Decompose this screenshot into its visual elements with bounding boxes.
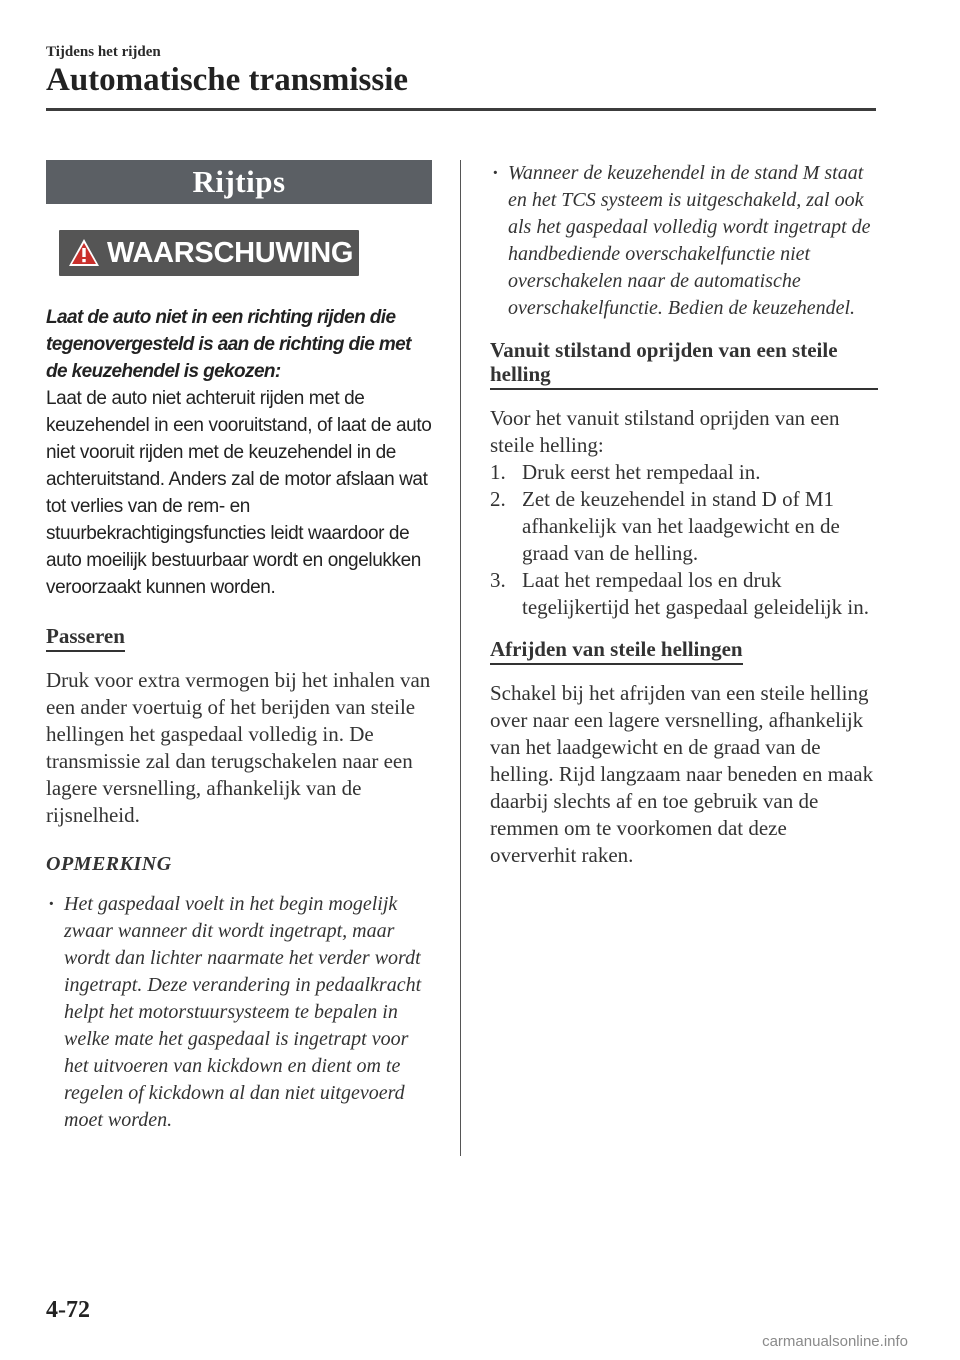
note-bullet-2: · Wanneer de keuzehendel in de stand M staat en het TCS systeem is uitgeschakeld, zal ook als het gaspedaal volledig wordt ingetrapt de handbediende overschakelfunctie niet overschakelen naar de automatische overschakelfunctie. Bedien de keuzehendel.: [490, 160, 878, 322]
warning-triangle-icon: [67, 237, 101, 269]
note-bullet-1: · Het gaspedaal voelt in het begin mogelijk zwaar wanneer dit wordt ingetrapt, maar wordt dan lichter naarmate het verder wordt ingetrapt. Deze verandering in pedaalkracht helpt het motorstuursysteem te bepalen in welke mate het gaspedaal is ingetrapt voor het uitvoeren van kickdown en dient om te regelen of kickdown al dan niet uitgevoerd moet worden.: [46, 891, 432, 1134]
list-item: 3. Laat het rempedaal los en druk tegelijkertijd het gaspedaal geleidelijk in.: [490, 568, 869, 619]
downhill-body: Schakel bij het afrijden van een steile helling over naar een lagere versnelling, afhankelijk van het laadgewicht en de graad van de helling. Rijd langzaam naar beneden en maak daarbij slechts af en toe gebruik van de remmen om te voorkomen dat deze oververhit raken.: [490, 681, 874, 867]
right-column: [490, 160, 878, 869]
page-number: 4-72: [46, 1297, 90, 1323]
warning-label: WAARSCHUWING: [107, 236, 354, 269]
passeren-body: Druk voor extra vermogen bij het inhalen van een ander voertuig of het berijden van steile hellingen het gaspedaal volledig in. De transmissie zal dan terugschakelen naar een lagere versnelling, afhankelijk van de rijsnelheid.: [46, 668, 431, 827]
uphill-intro: Voor het vanuit stilstand oprijden van een steile helling:: [490, 406, 840, 457]
heading-downhill: Afrijden van steile hellingen: [490, 637, 743, 665]
warning-body-text: Laat de auto niet achteruit rijden met de keuzehendel in een vooruitstand, of laat de auto niet vooruit rijden met de keuzehendel in de achteruitstand. Anders zal de motor afslaan wat tot verlies van de rem- en stuurbekrachtigingsfuncties leidt waardoor de auto moeilijk bestuurbaar wordt en ongelukken veroorzaakt kunnen worden.: [46, 388, 432, 598]
heading-uphill: Vanuit stilstand oprijden van een steile helling: [490, 338, 878, 390]
watermark: carmanualsonline.info: [762, 1333, 908, 1350]
uphill-steps: [490, 459, 878, 621]
section-banner-rijtips: Rijtips: [46, 160, 432, 204]
warning-bold-text: Laat de auto niet in een richting rijden die tegenovergesteld is aan de richting die met de keuzehendel is gekozen:: [46, 307, 411, 382]
header-rule: [46, 108, 876, 111]
note-title: OPMERKING: [46, 853, 172, 875]
warning-badge: [59, 230, 359, 276]
left-column: [46, 160, 432, 1134]
list-item: 1. Druk eerst het rempedaal in.: [490, 460, 761, 484]
chapter-title: Automatische transmissie: [46, 62, 409, 98]
section-label: Tijdens het rijden: [46, 44, 161, 60]
column-divider: [460, 160, 461, 1156]
heading-passeren: Passeren: [46, 624, 125, 652]
list-item: 2. Zet de keuzehendel in stand D of M1 afhankelijk van het laadgewicht en de graad van de helling.: [490, 487, 840, 565]
